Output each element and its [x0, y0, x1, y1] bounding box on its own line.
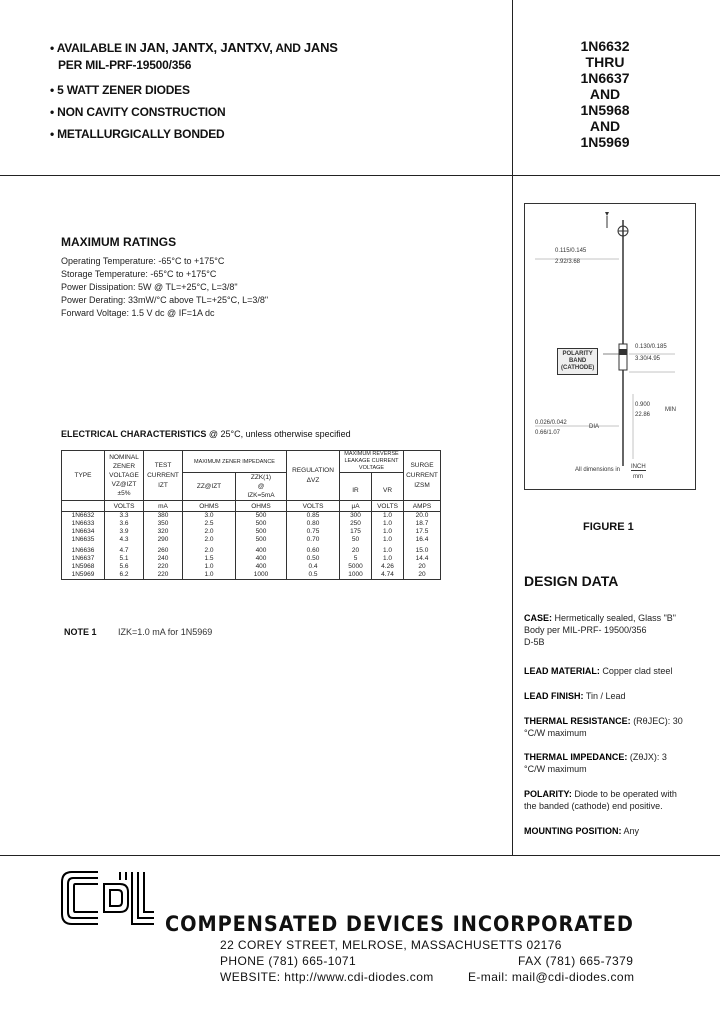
- feature-availability: • AVAILABLE IN JAN, JANTX, JANTXV, AND JANS: [50, 40, 338, 55]
- unit-cell: μA: [340, 501, 372, 512]
- hdr-max-impedance: MAXIMUM ZENER IMPEDANCE: [183, 451, 287, 473]
- hdr-leakage: MAXIMUM REVERSE LEAKAGE CURRENT VOLTAGE: [340, 451, 404, 473]
- part-number: 1N6632: [580, 38, 630, 54]
- hdr-test-current: TEST CURRENT IZT: [144, 451, 183, 501]
- design-polarity: POLARITY: Diode to be operated with the banded (cathode) end positive.: [524, 789, 677, 811]
- max-rating-line: Power Derating: 33mW/°C above TL=+25°C, L=3/8": [61, 295, 269, 305]
- company-fax: FAX (781) 665-7379: [518, 954, 634, 968]
- unit-cell: mA: [144, 501, 183, 512]
- part-number: 1N5969: [580, 134, 630, 150]
- design-thermal-resistance: THERMAL RESISTANCE: (RθJEC): 30 °C/W maximum: [524, 716, 683, 738]
- max-rating-line: Operating Temperature: -65°C to +175°C: [61, 256, 225, 266]
- company-phone: PHONE (781) 665-1071: [220, 954, 357, 968]
- diode-outline-icon: [525, 204, 695, 489]
- hdr-surge: SURGE CURRENT IZSM: [404, 451, 441, 501]
- hdr-nominal: NOMINAL ZENER VOLTAGE VZ@IZT ±5%: [105, 451, 144, 501]
- company-email[interactable]: E-mail: mail@cdi-diodes.com: [468, 970, 635, 984]
- max-ratings-title: MAXIMUM RATINGS: [61, 235, 177, 249]
- max-rating-line: Storage Temperature: -65°C to +175°C: [61, 269, 217, 279]
- hdr-zz: ZZ@IZT: [183, 473, 236, 501]
- company-website[interactable]: WEBSITE: http://www.cdi-diodes.com: [220, 970, 434, 984]
- table-row-group-a: 1N6632 1N6633 1N6634 1N6635 3.3 3.6 3.9 4.3 380 350 320 290 3.0 2.5 2.0 2.0 500 500 500 500 0.85 0.80 0.75 0.70 300 250 175 50 1.0 1.0 1.0 1.0 20.0 18.7 17.5 16.4: [62, 512, 441, 545]
- design-lead-material: LEAD MATERIAL: Copper clad steel: [524, 666, 673, 676]
- part-number: AND: [589, 86, 621, 102]
- note-label: NOTE 1: [64, 627, 97, 637]
- design-case: CASE: Hermetically sealed, Glass "B" Body per MIL-PRF- 19500/356 D-5B: [524, 613, 676, 647]
- hdr-ir: IR: [340, 481, 372, 500]
- unit-cell: VOLTS: [287, 501, 340, 512]
- bottom-divider: [0, 855, 720, 856]
- hdr-regulation: REGULATION ΔVZ: [287, 451, 340, 501]
- part-number: 1N6637: [580, 70, 630, 86]
- max-ratings-list: [61, 255, 268, 320]
- electrical-title: ELECTRICAL CHARACTERISTICS @ 25°C, unless otherwise specified: [61, 429, 351, 439]
- column-divider: [512, 0, 513, 855]
- feature-metallurgically-bonded: • METALLURGICALLY BONDED: [50, 127, 225, 141]
- hdr-type: TYPE: [62, 451, 105, 501]
- cdi-logo: [58, 866, 158, 930]
- company-name: COMPENSATED DEVICES INCORPORATED: [165, 912, 634, 936]
- hdr-zk: ZZK(1) @ IZK=5mA: [236, 473, 287, 501]
- figure-1-diagram: 0.115/0.145 2.92/3.68 POLARITY BAND (CATHODE) 0.130/0.185 3.30/4.95 0.900 22.86 MIN 0.026/0.042 0.66/1.07 DIA All dimensions in INCH mm: [524, 203, 696, 490]
- unit-cell: OHMS: [183, 501, 236, 512]
- feature-5watt: • 5 WATT ZENER DIODES: [50, 83, 190, 97]
- unit-cell: VOLTS: [105, 501, 144, 512]
- design-lead-finish: LEAD FINISH: Tin / Lead: [524, 691, 626, 701]
- feature-non-cavity: • NON CAVITY CONSTRUCTION: [50, 105, 226, 119]
- part-number: AND: [589, 118, 621, 134]
- figure-caption: FIGURE 1: [583, 521, 634, 533]
- top-divider: [0, 175, 720, 176]
- max-rating-line: Power Dissipation: 5W @ TL=+25°C, L=3/8": [61, 282, 238, 292]
- unit-cell: VOLTS: [372, 501, 404, 512]
- part-number: 1N5968: [580, 102, 630, 118]
- electrical-table: [61, 450, 441, 580]
- unit-cell: AMPS: [404, 501, 441, 512]
- unit-cell: OHMS: [236, 501, 287, 512]
- polarity-band-label: POLARITY BAND (CATHODE): [557, 348, 598, 375]
- design-mounting: MOUNTING POSITION: Any: [524, 826, 640, 836]
- table-row-group-b: 1N6636 1N6637 1N5968 1N5969 4.7 5.1 5.6 6.2 260 240 220 220 2.0 1.5 1.0 1.0 400 400 400 1000 0.60 0.50 0.4 0.5 20 5 5000 1000 1.0 1.0 4.26 4.74 15.0 14.4 20 20: [62, 547, 441, 580]
- part-number: THRU: [585, 54, 625, 70]
- feature-mil-spec: PER MIL-PRF-19500/356: [58, 58, 192, 72]
- hdr-vr: VR: [372, 481, 404, 500]
- design-thermal-impedance: THERMAL IMPEDANCE: (ZθJX): 3 °C/W maximum: [524, 752, 667, 774]
- design-data-title: DESIGN DATA: [524, 573, 619, 589]
- note-text: IZK=1.0 mA for 1N5969: [118, 627, 213, 637]
- cdi-logo-icon: [58, 866, 158, 930]
- max-rating-line: Forward Voltage: 1.5 V dc @ IF=1A dc: [61, 308, 215, 318]
- company-address: 22 COREY STREET, MELROSE, MASSACHUSETTS 02176: [220, 938, 562, 952]
